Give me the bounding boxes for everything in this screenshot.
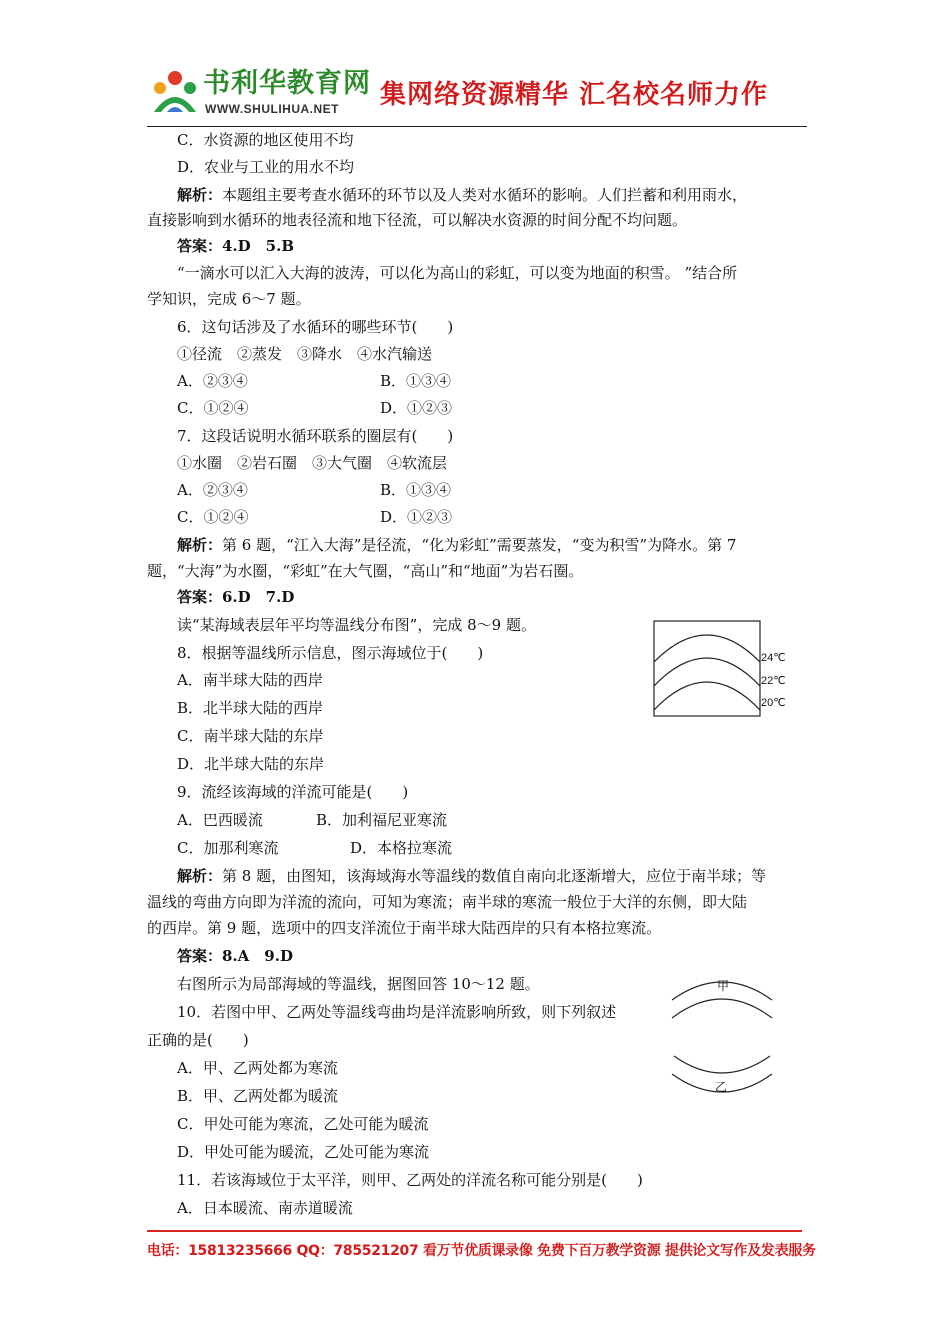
intro-10-12: 右图所示为局部海域的等温线，据图回答 10～12 题。 — [177, 975, 540, 993]
q7-option-a: A．②③④ — [177, 481, 248, 499]
explanation-4-5-line2: 直接影响到水循环的地表径流和地下径流，可以解决水资源的时间分配不均问题。 — [147, 211, 688, 229]
q10-option-c: C．甲处可能为寒流，乙处可能为暖流 — [177, 1115, 429, 1133]
question-9: 9．流经该海域的洋流可能是( ) — [177, 783, 409, 801]
answer-4-5: 答案：4.D 5.B — [177, 237, 295, 255]
q10-option-b: B．甲、乙两处都为暖流 — [177, 1087, 339, 1105]
q6-option-d: D．①②③ — [380, 399, 453, 417]
header — [147, 68, 807, 126]
answer-8-9: 答案：8.A 9.D — [177, 947, 293, 965]
isotherm-label-22: 22℃ — [761, 675, 786, 687]
footer-contact: 电话：15813235666 QQ：785521207 看万节优质课录像 免费下百万教学资源 提供论文写作及发表服务 — [147, 1243, 816, 1259]
intro-6-7-line1: “一滴水可以汇入大海的波涛，可以化为高山的彩虹，可以变为地面的积雪。 ”结合所 — [177, 264, 738, 282]
q9-option-b: B．加利福尼亚寒流 — [316, 811, 448, 829]
answer-6-7: 答案：6.D 7.D — [177, 588, 295, 606]
footer-rule — [147, 1230, 802, 1232]
q10-option-a: A．甲、乙两处都为寒流 — [177, 1059, 338, 1077]
explanation-6-7-line1: 解析：第 6 题，“江入大海”是径流，“化为彩虹”需要蒸发，“变为积雪”为降水。第 7 — [177, 536, 737, 554]
intro-8-9: 读“某海域表层年平均等温线分布图”，完成 8～9 题。 — [177, 616, 536, 634]
q7-option-c: C．①②④ — [177, 508, 249, 526]
isotherm-label-20: 20℃ — [761, 697, 786, 709]
isotherm-figure — [653, 620, 793, 718]
explanation-8-9-line1: 解析：第 8 题，由图知，该海域海水等温线的数值自南向北逐渐增大，应位于南半球；等 — [177, 867, 767, 885]
explanation-6-7-line2: 题，“大海”为水圈，“彩虹”在大气圈，“高山”和“地面”为岩石圈。 — [147, 562, 584, 580]
q7-option-d: D．①②③ — [380, 508, 453, 526]
q10-option-d: D．甲处可能为暖流，乙处可能为寒流 — [177, 1143, 430, 1161]
question-11: 11．若该海域位于太平洋，则甲、乙两处的洋流名称可能分别是( ) — [177, 1171, 643, 1189]
q5-option-d: D．农业与工业的用水不均 — [177, 158, 355, 176]
isotherm-box — [653, 620, 761, 718]
question-8: 8．根据等温线所示信息，图示海域位于( ) — [177, 644, 484, 662]
q9-option-d: D．本格拉寒流 — [350, 839, 453, 857]
question-10-line2: 正确的是( ) — [147, 1031, 249, 1049]
question-10-line1: 10．若图中甲、乙两处等温线弯曲均是洋流影响所致，则下列叙述 — [177, 1003, 617, 1021]
label-jia: 甲 — [717, 979, 730, 993]
question-6-items: ①径流 ②蒸发 ③降水 ④水汽输送 — [177, 345, 433, 363]
question-6: 6．这句话涉及了水循环的哪些环节( ) — [177, 318, 454, 336]
q7-option-b: B．①③④ — [380, 481, 452, 499]
q6-option-b: B．①③④ — [380, 372, 452, 390]
header-rule — [147, 126, 807, 127]
q8-option-c: C．南半球大陆的东岸 — [177, 727, 324, 745]
q5-option-c: C．水资源的地区使用不均 — [177, 131, 354, 149]
q8-option-b: B．北半球大陆的西岸 — [177, 699, 324, 717]
q8-option-d: D．北半球大陆的东岸 — [177, 755, 325, 773]
brand-name: 书利华教育网 — [203, 68, 371, 99]
q9-option-a: A．巴西暖流 — [177, 811, 263, 829]
q6-option-c: C．①②④ — [177, 399, 249, 417]
local-isotherm-figure — [670, 972, 776, 1100]
q9-option-c: C．加那利寒流 — [177, 839, 279, 857]
site-url: WWW.SHULIHUA.NET — [205, 102, 339, 116]
intro-6-7-line2: 学知识，完成 6～7 题。 — [147, 290, 311, 308]
logo-icon — [151, 68, 199, 118]
label-yi: 乙 — [715, 1080, 728, 1094]
explanation-8-9-line2: 温线的弯曲方向即为洋流的流向，可知为寒流；南半球的寒流一般位于大洋的东侧，即大陆 — [147, 893, 748, 911]
header-slogan: 集网络资源精华 汇名校名师力作 — [380, 80, 769, 110]
q8-option-a: A．南半球大陆的西岸 — [177, 671, 323, 689]
q6-option-a: A．②③④ — [177, 372, 248, 390]
q11-option-a: A．日本暖流、南赤道暖流 — [177, 1199, 353, 1217]
isotherm-label-24: 24℃ — [761, 652, 786, 664]
question-7-items: ①水圈 ②岩石圈 ③大气圈 ④软流层 — [177, 454, 448, 472]
explanation-4-5-line1: 解析：本题组主要考查水循环的环节以及人类对水循环的影响。人们拦蓄和利用雨水， — [177, 186, 748, 204]
explanation-label: 解析： — [177, 186, 223, 204]
explanation-8-9-line3: 的西岸。第 9 题，选项中的四支洋流位于南半球大陆西岸的只有本格拉寒流。 — [147, 919, 662, 937]
question-7: 7．这段话说明水循环联系的圈层有( ) — [177, 427, 454, 445]
